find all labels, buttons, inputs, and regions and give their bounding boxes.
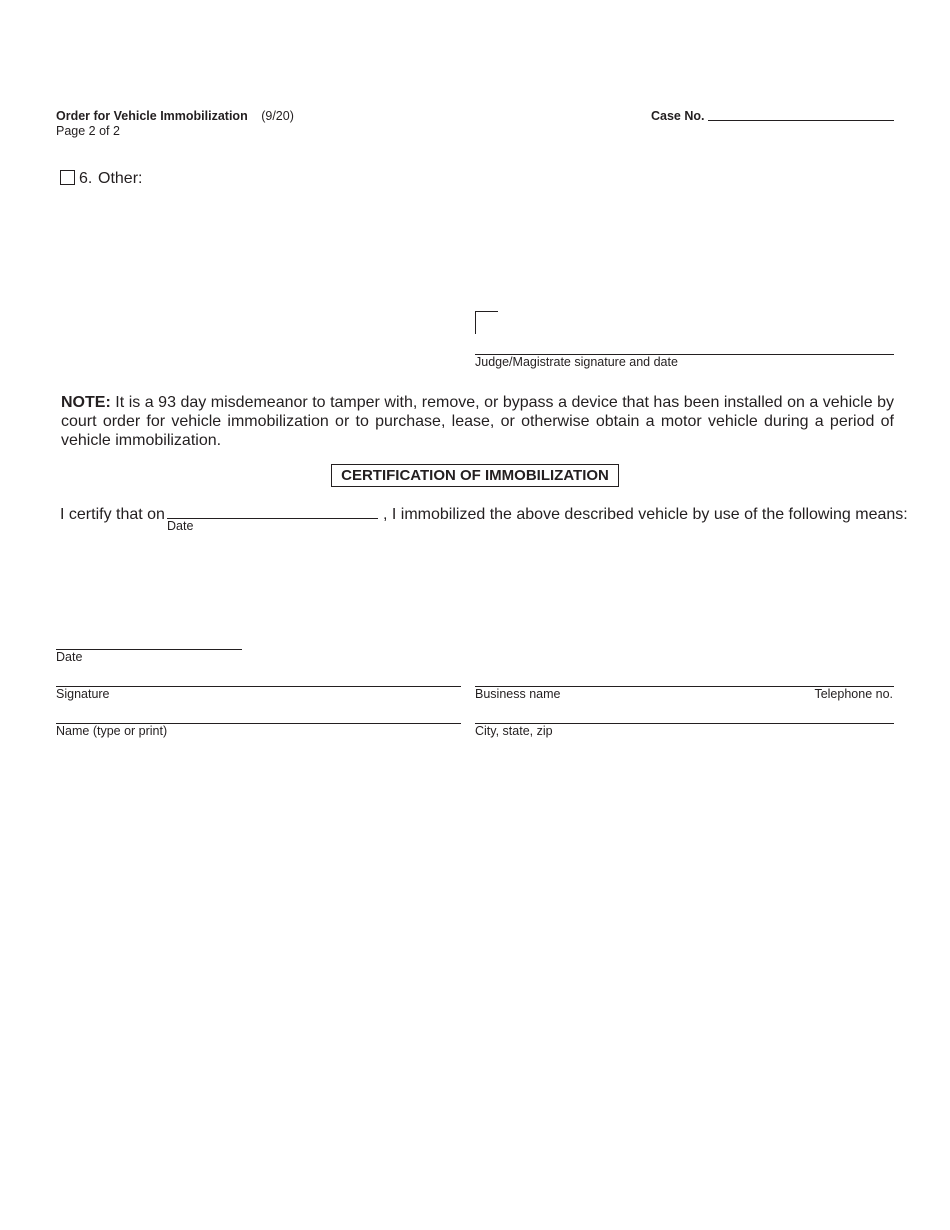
case-no-input[interactable] [710,106,892,120]
judge-signature-label: Judge/Magistrate signature and date [475,355,678,369]
city-input[interactable] [478,706,892,722]
note-text: It is a 93 day misdemeanor to tamper with, remove, or bypass a device that has been installed on a vehicle by court order for vehicle immobilization or to purchase, lease, or otherwise obtain a motor vehicle during a period of vehicle immobilization. [61,394,894,449]
date-label: Date [56,650,83,664]
certify-date-input[interactable] [169,502,376,517]
signature-label: Signature [56,687,110,701]
telephone-input[interactable] [790,669,892,685]
other-textarea[interactable] [148,168,894,288]
page-number: Page 2 of 2 [56,124,120,138]
signature-corner-mark [475,311,498,334]
form-header [56,109,294,123]
signature-input[interactable] [58,669,458,685]
means-textarea[interactable] [60,530,894,630]
telephone-label: Telephone no. [814,687,893,701]
item-6-label: Other: [98,170,143,187]
form-title: Order for Vehicle Immobilization [56,109,248,123]
business-name-label: Business name [475,687,561,701]
date-input[interactable] [58,632,240,648]
judge-signature-field[interactable] [478,336,892,352]
signature-line [56,686,461,687]
certify-suffix: , I immobilized the above described vehicle by use of the following means: [383,506,908,523]
case-no-underline [708,120,894,121]
name-label: Name (type or print) [56,724,168,738]
note-label: NOTE: [61,394,111,411]
certify-date-caption: Date [167,519,194,533]
name-input[interactable] [58,706,458,722]
certify-date-line [167,518,378,519]
certification-heading: CERTIFICATION OF IMMOBILIZATION [331,464,619,487]
business-name-input[interactable] [478,669,778,685]
certify-prefix: I certify that on [60,506,165,523]
item-6-checkbox[interactable] [60,170,75,185]
date-line [56,649,242,650]
case-no-label: Case No. [651,109,705,123]
note-paragraph [61,393,894,450]
form-version: (9/20) [261,109,294,123]
item-6-number: 6. [79,170,93,187]
city-label: City, state, zip [475,724,553,738]
